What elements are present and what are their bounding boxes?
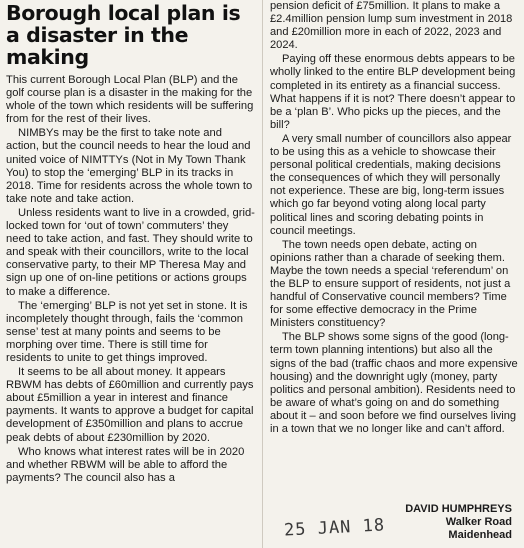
paragraph: Who knows what interest rates will be in 2020 and whether RBWM will be able to afford the payments? The council also has a	[6, 445, 245, 484]
column-divider	[262, 0, 263, 548]
paragraph: A very small number of councillors also appear to be using this as a vehicle to showcase their personal political credentials, making decisions the consequences of which they will personally not experience. These are big, long-term issues which go far beyond voting along local party political lines and scoring debating points in council meetings.	[270, 132, 512, 237]
right-column	[270, 0, 518, 437]
paragraph: NIMBYs may be the first to take note and action, but the council needs to hear the loud and united voice of NIMTTYs (Not in My Town Thank You) to stop the ‘emerging’ BLP in its tracks in 2018. Time for residents across the whole town to take note and take action.	[6, 127, 253, 205]
right-body	[270, 0, 518, 436]
left-body	[6, 74, 256, 485]
author-name: DAVID HUMPHREYS	[405, 503, 512, 515]
left-column	[6, 0, 256, 486]
paragraph: It seems to be all about money. It appears RBWM has debts of £60million and currently pays about £5million a year in interest and finance payments. It wants to approve a budget for capital development of £350million and plans to accrue peak debts of about £230million by 2020.	[6, 366, 254, 444]
paragraph: The BLP shows some signs of the good (long-term town planning intentions) but also all the signs of the bad (traffic chaos and more expensive housing) and the downright ugly (money, party politics and personal ambition). Residents need to be aware of what’s going on and do something about it – and soon before we find ourselves living in a town that we no longer like and can’t afford.	[270, 331, 518, 435]
paragraph: Unless residents want to live in a crowded, grid-locked town for ‘out of town’ commuters’ they need to take action, and fast. They should write to and speak with their councillors, write to the local conservative party, to their MP Theresa May and sign up one of on-line petitions or actions groups to make a difference.	[6, 206, 255, 298]
handwritten-date-stamp: 25 JAN 18	[283, 515, 386, 541]
paragraph: pension deficit of £75million. It plans to make a £2.4million pension lump sum investment in 2018 and £20million more in each of 2022, 2023 and 2024.	[270, 0, 513, 52]
author-address-street: Walker Road	[445, 516, 512, 528]
paragraph: The ‘emerging’ BLP is not yet set in stone. It is incompletely thought through, fails the ‘common sense’ test at many points and seems to be morphing over time. There is still time for residents to unite to get things improved.	[6, 299, 248, 364]
headline: Borough local plan is a disaster in the making	[6, 1, 241, 69]
paragraph: The town needs open debate, acting on opinions rather than a charade of seeking them. Maybe the town needs a special ‘referendum’ on the BLP to ensure support of residents, not just a handful of Conservative council members? Time for some effective democracy in the Prime Ministers constituency?	[270, 238, 511, 330]
paragraph: This current Borough Local Plan (BLP) and the golf course plan is a disaster in the making for the whole of the town which residents will be suffering from for the rest of their lives.	[6, 74, 254, 126]
paragraph: Paying off these enormous debts appears to be wholly linked to the entire BLP development being completed in its entirety as a financial success. What happens if it is not? There doesn’t appear to be a ‘plan B’. Who picks up the pieces, and the bill?	[270, 53, 516, 131]
letter-signoff	[352, 503, 512, 542]
author-address-town: Maidenhead	[448, 529, 512, 541]
